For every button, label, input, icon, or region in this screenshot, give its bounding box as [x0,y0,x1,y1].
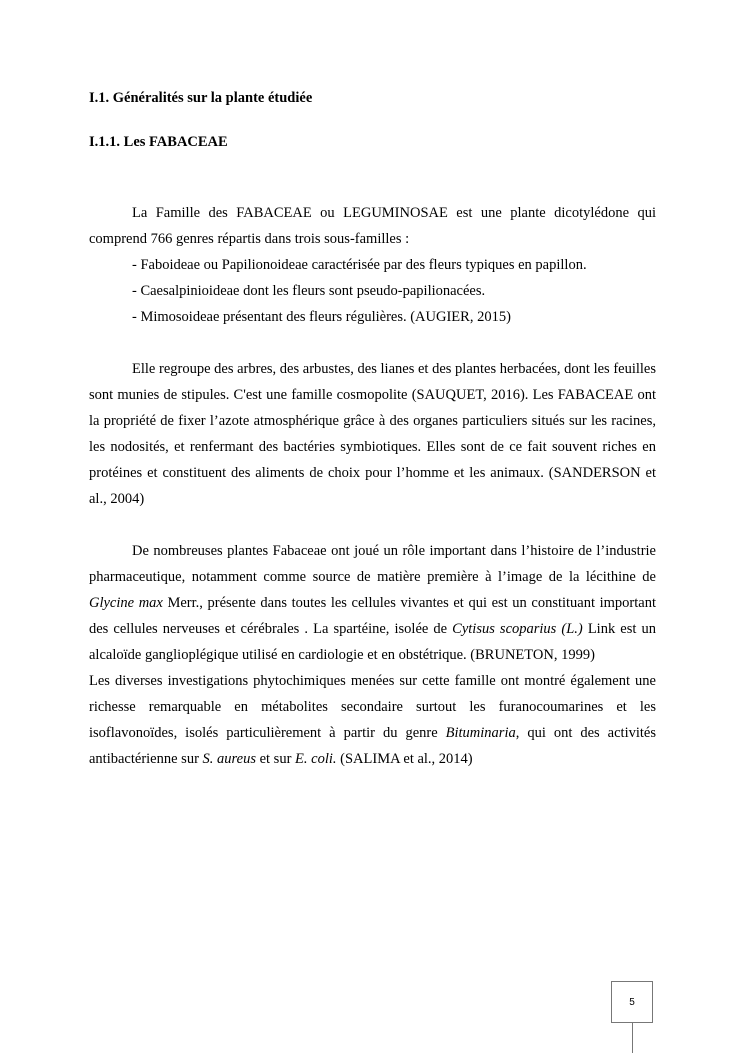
text-run: Les diverses investigations phytochimiques menées sur cette famille ont montré également une richesse remarquable en métabolites secondaire surtout les furanocoumarines et les isoflavonoïdes, isolés particulièrement à partir du genre [89,673,656,741]
paragraph-description: Elle regroupe des arbres, des arbustes, des lianes et des plantes herbacées, dont les feuilles sont munies de stipules. C'est une famille cosmopolite (SAUQUET, 2016). Les FABACEAE ont la propriété de fixer l’azote atmosphérique grâce à des organes particuliers situés sur les racines, les nodosités, et renfermant des bactéries symbiotiques. Elles sont de ce fait souvent riches en protéines et constituent des aliments de choix pour l’homme et les animaux. (SANDERSON et al., 2004) [89,361,656,507]
subsection-heading: I.1.1. Les FABACEAE [89,134,228,150]
species-name: Glycine max [89,595,163,611]
document-page [89,86,656,772]
genus-name: Bituminaria [445,725,516,741]
section-heading: I.1. Généralités sur la plante étudiée [89,90,313,106]
paragraph-intro: La Famille des FABACEAE ou LEGUMINOSAE est une plante dicotylédone qui comprend 766 genres répartis dans trois sous-familles : [89,205,656,247]
text-run: , qui ont des activités antibactérienne sur [89,725,656,767]
paragraph-pharmaceutical [89,538,656,668]
species-name: Cytisus scoparius (L.) [452,621,583,637]
text-run: (SALIMA et al., 2014) [336,751,473,767]
subfamily-list [89,252,656,330]
spacer [89,512,656,538]
page-number-divider [632,1023,633,1053]
text-run: Merr., présente dans toutes les cellules vivantes et qui est un constituant important des cellules nerveuses et cérébrales . La spartéine, isolée de [89,595,657,637]
text-run: De nombreuses plantes Fabaceae ont joué un rôle important dans l’histoire de l’industrie pharmaceutique, notamment comme source de matière première à l’image de la lécithine de [89,543,656,585]
species-name: S. aureus [202,751,256,767]
list-item: - Mimosoideae présentant des fleurs régulières. (AUGIER, 2015) [132,309,511,325]
paragraph-phytochemical [89,668,656,772]
list-item: - Faboideae ou Papilionoideae caractérisée par des fleurs typiques en papillon. [132,257,587,273]
list-item: - Caesalpinioideae dont les fleurs sont pseudo-papilionacées. [132,283,486,299]
text-run: et sur [255,751,296,767]
spacer [89,330,656,356]
species-name: E. coli. [295,751,337,767]
spacer [89,174,656,200]
page-number: 5 [629,996,635,1008]
page-number-box [611,981,653,1023]
text-run: Link est un alcaloïde ganglioplégique utilisé en cardiologie et en obstétrique. (BRUNETON, 1999) [89,621,656,663]
